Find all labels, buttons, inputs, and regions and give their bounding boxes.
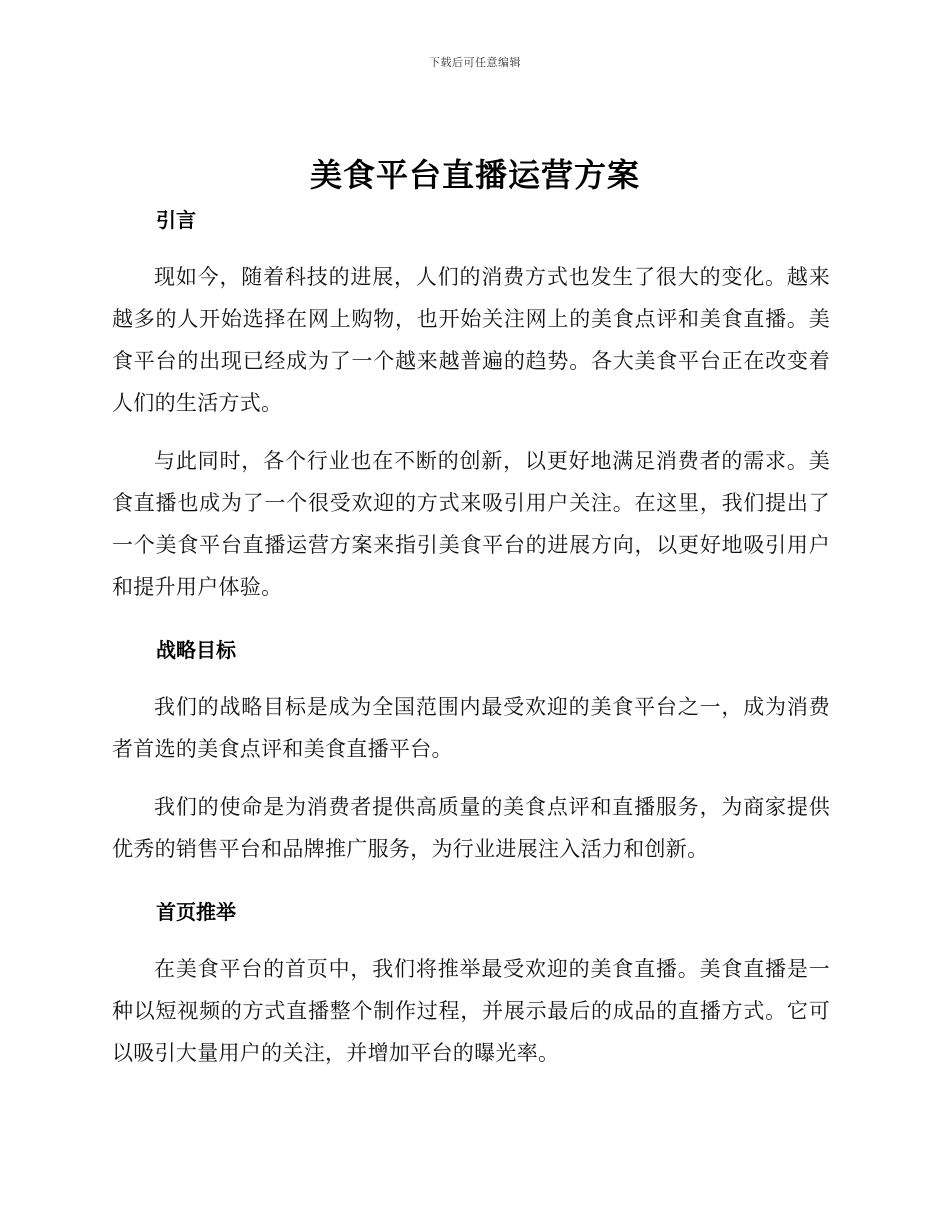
paragraph: 我们的战略目标是成为全国范围内最受欢迎的美食平台之一，成为消费者首选的美食点评和美食直播平台。	[112, 695, 830, 761]
section-heading-strategy: 战略目标	[156, 638, 236, 662]
paragraph: 在美食平台的首页中，我们将推举最受欢迎的美食直播。美食直播是一种以短视频的方式直播整个制作过程，并展示最后的成品的直播方式。它可以吸引大量用户的关注，并增加平台的曝光率。	[112, 957, 830, 1065]
document-title: 美食平台直播运营方案	[309, 156, 640, 194]
section-heading-homepage: 首页推举	[156, 900, 236, 924]
document-body	[112, 200, 830, 1074]
paragraph: 我们的使命是为消费者提供高质量的美食点评和直播服务，为商家提供优秀的销售平台和品牌推广服务，为行业进展注入活力和创新。	[112, 795, 830, 861]
section-heading-intro: 引言	[156, 208, 196, 232]
header-note: 下载后可任意编辑	[429, 56, 521, 69]
paragraph: 与此同时，各个行业也在不断的创新，以更好地满足消费者的需求。美食直播也成为了一个很受欢迎的方式来吸引用户关注。在这里，我们提出了一个美食平台直播运营方案来指引美食平台的进展方向，以更好地吸引用户和提升用户体验。	[112, 449, 830, 599]
paragraph: 现如今，随着科技的进展，人们的消费方式也发生了很大的变化。越来越多的人开始选择在网上购物，也开始关注网上的美食点评和美食直播。美食平台的出现已经成为了一个越来越普遍的趋势。各大美食平台正在改变着人们的生活方式。	[112, 265, 830, 415]
